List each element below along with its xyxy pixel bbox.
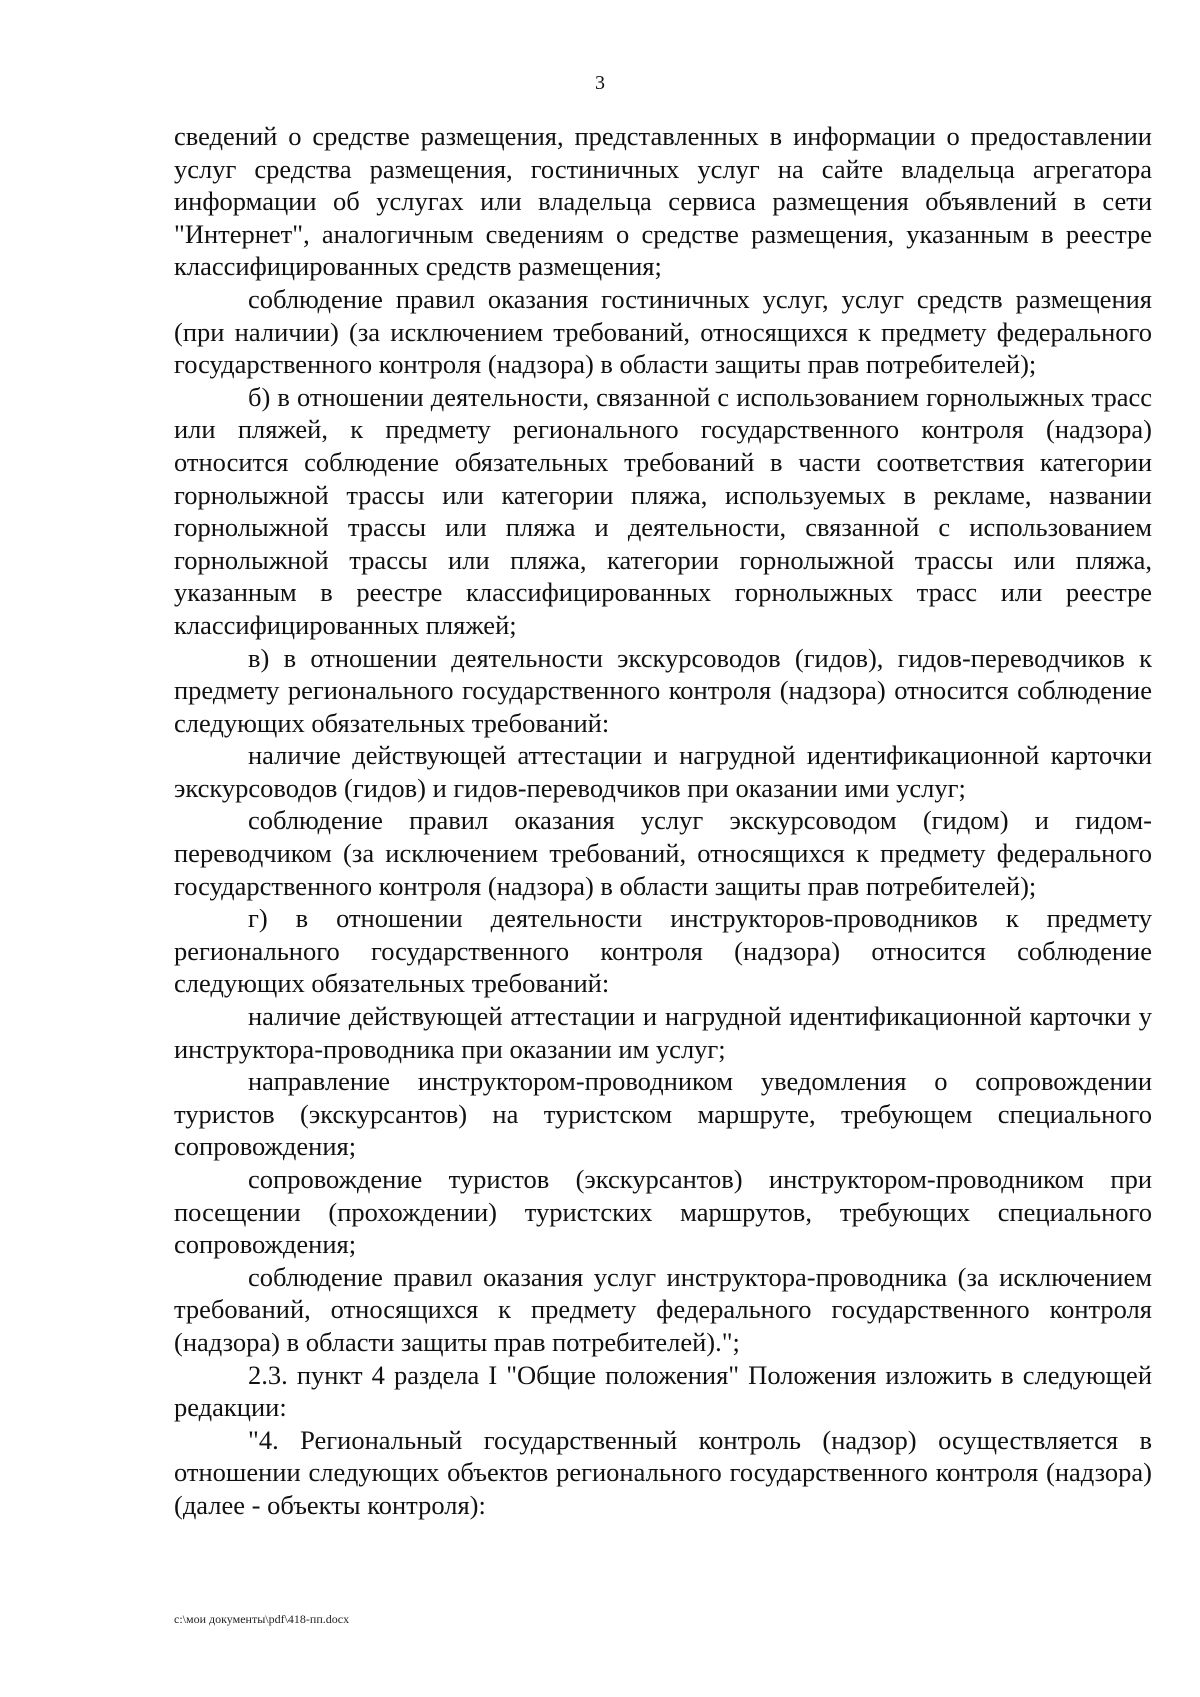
paragraph: соблюдение правил оказания услуг инструктора-проводника (за исключением требований, относящихся к предмету федерального государственного контроля (надзора) в области защиты прав потребителей).";	[174, 1261, 1152, 1357]
page-number: 3	[595, 72, 605, 94]
paragraph-item-g: г) в отношении деятельности инструкторов-проводников к предмету регионального государственного контроля (надзора) относится соблюдение следующих обязательных требований:	[174, 903, 1152, 999]
paragraph-point-4: "4. Региональный государственный контроль (надзор) осуществляется в отношении следующих объектов регионального государственного контроля (надзора) (далее - объекты контроля):	[174, 1424, 1152, 1520]
paragraph-section-2-3: 2.3. пункт 4 раздела I "Общие положения" Положения изложить в следующей редакции:	[174, 1359, 1152, 1423]
document-body	[174, 120, 1152, 1522]
paragraph: наличие действующей аттестации и нагрудной идентификационной карточки у инструктора-проводника при оказании им услуг;	[174, 1001, 1152, 1064]
paragraph: сопровождение туристов (экскурсантов) инструктором-проводником при посещении (прохождении) туристских маршрутов, требующих специального сопровождения;	[174, 1164, 1152, 1260]
paragraph: наличие действующей аттестации и нагрудной идентификационной карточки экскурсоводов (гидов) и гидов-переводчиков при оказании ими услуг;	[174, 740, 1152, 803]
paragraph-item-b: б) в отношении деятельности, связанной с использованием горнолыжных трасс или пляжей, к предмету регионального государственного контроля (надзора) относится соблюдение обязательных требований в части соответствия категории горнолыжной трассы или категории пляжа, используемых в рекламе, названии горнолыжной трассы или пляжа и деятельности, связанной с использованием горнолыжной трассы или пляжа, категории горнолыжной трассы или пляжа, указанным в реестре классифицированных горнолыжных трасс или реестре классифицированных пляжей;	[174, 381, 1152, 640]
paragraph-item-v: в) в отношении деятельности экскурсоводов (гидов), гидов-переводчиков к предмету регионального государственного контроля (надзора) относится соблюдение следующих обязательных требований:	[174, 642, 1152, 738]
paragraph: направление инструктором-проводником уведомления о сопровождении туристов (экскурсантов) на туристском маршруте, требующем специального сопровождения;	[174, 1066, 1152, 1162]
paragraph: соблюдение правил оказания услуг экскурсоводом (гидом) и гидом-переводчиком (за исключением требований, относящихся к предмету федерального государственного контроля (надзора) в области защиты прав потребителей);	[174, 805, 1152, 901]
paragraph: соблюдение правил оказания гостиничных услуг, услуг средств размещения (при наличии) (за исключением требований, относящихся к предмету федерального государственного контроля (надзора) в области защиты прав потребителей);	[174, 283, 1152, 380]
paragraph-continuation: сведений о средстве размещения, представленных в информации о предоставлении услуг средства размещения, гостиничных услуг на сайте владельца агрегатора информации об услугах или владельца сервиса размещения объявлений в сети "Интернет", аналогичным сведениям о средстве размещения, указанным в реестре классифицированных средств размещения;	[174, 121, 1152, 282]
footer-file-path: c:\мои документы\pdf\418-пп.docx	[174, 1612, 350, 1626]
